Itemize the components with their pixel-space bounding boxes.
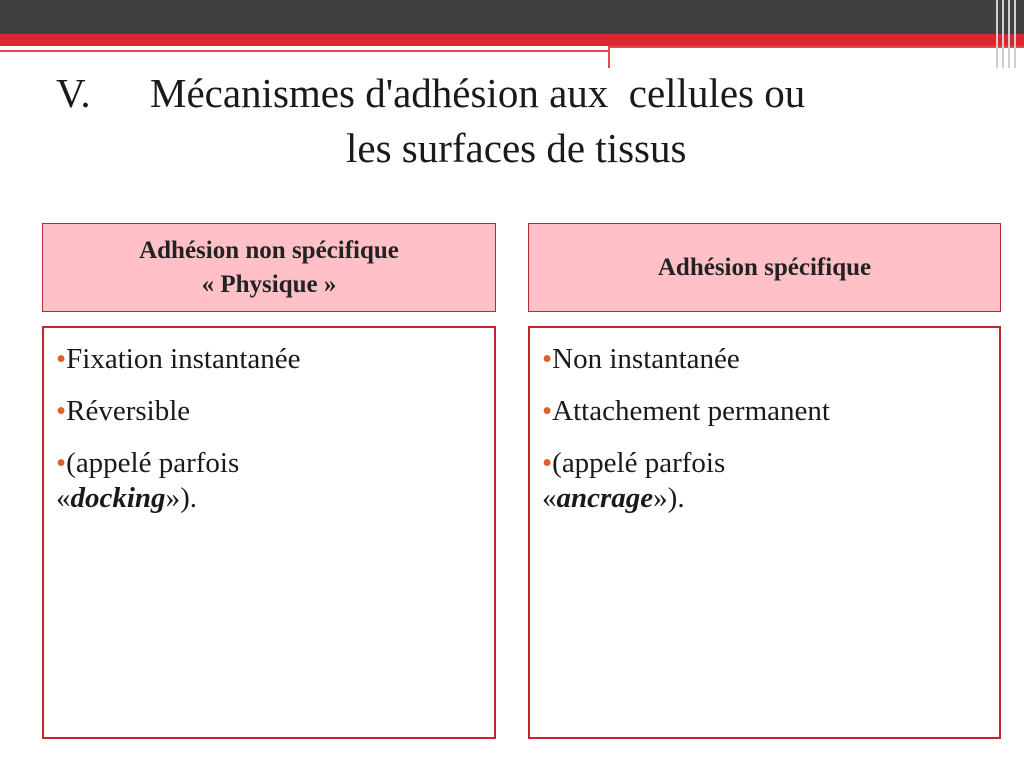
bullet-dot-icon: • [542, 343, 553, 375]
top-bar-dark [0, 0, 1024, 34]
note-prefix: (appelé parfois [552, 447, 726, 479]
bullet-list [542, 342, 989, 516]
column-header-non-specific [42, 223, 496, 312]
list-item [542, 394, 989, 429]
column-header-line-2: « Physique » [201, 270, 337, 298]
top-bar-red [0, 34, 1024, 46]
list-item-text: Non instantanée [552, 343, 740, 375]
bullet-dot-icon: • [56, 343, 67, 375]
note-close-quote: »). [653, 482, 685, 514]
note-term: ancrage [556, 482, 654, 514]
title-number: V. [56, 70, 91, 116]
bullet-dot-icon: • [56, 447, 67, 479]
list-item [542, 446, 989, 516]
list-item [56, 342, 484, 377]
column-header-specific [528, 223, 1001, 312]
bullet-dot-icon: • [542, 395, 553, 427]
title-line-1: Mécanismes d'adhésion aux cellules ou [150, 70, 806, 116]
list-item-text: Attachement permanent [552, 395, 830, 427]
column-header-line-1: Adhésion spécifique [657, 253, 872, 281]
column-body-specific [528, 326, 1001, 739]
column-header-line-1: Adhésion non spécifique [139, 236, 399, 264]
header-accent-lines [994, 0, 1024, 68]
note-open-quote: « [542, 482, 557, 514]
bullet-dot-icon: • [56, 395, 67, 427]
note-term: docking [70, 482, 166, 514]
bullet-list [56, 342, 484, 516]
header-accent-frame [608, 46, 1024, 68]
note-close-quote: »). [165, 482, 197, 514]
title-line-2: les surfaces de tissus [346, 125, 687, 171]
note-prefix: (appelé parfois [66, 447, 240, 479]
note-open-quote: « [56, 482, 71, 514]
list-item-text: Réversible [66, 395, 191, 427]
list-item [56, 446, 484, 516]
list-item-text: Fixation instantanée [66, 343, 301, 375]
list-item [542, 342, 989, 377]
column-body-non-specific [42, 326, 496, 739]
bullet-dot-icon: • [542, 447, 553, 479]
list-item [56, 394, 484, 429]
